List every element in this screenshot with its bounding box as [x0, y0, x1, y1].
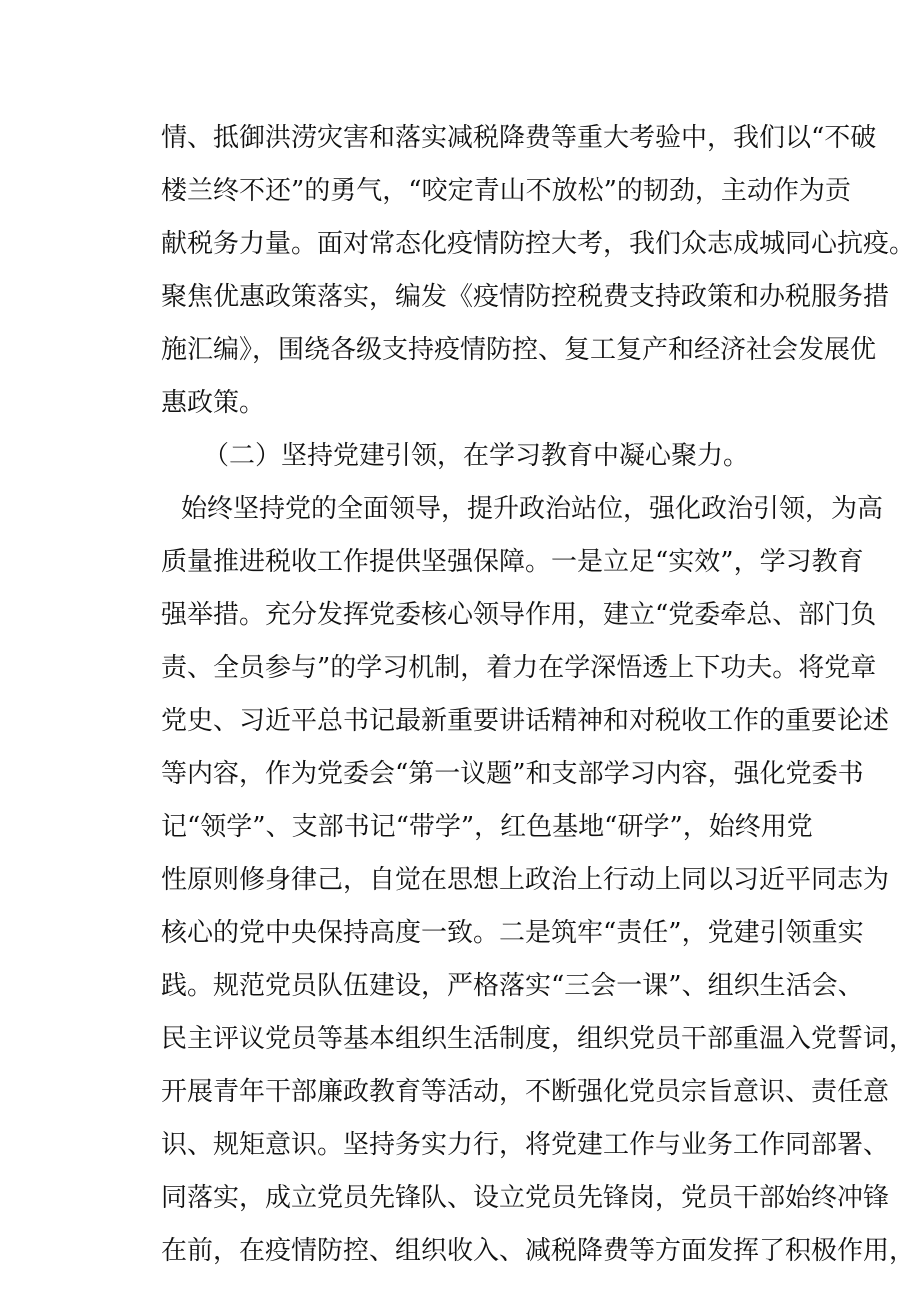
paragraph-2-line: 识、规矩意识。坚持务实力行，将党建工作与业务工作同部署、: [161, 1130, 890, 1160]
paragraph-2-line: 党史、习近平总书记最新重要讲话精神和对税收工作的重要论述: [161, 706, 890, 736]
paragraph-2-line: 核心的党中央保持高度一致。二是筑牢“责任”，党建引领重实: [161, 918, 864, 948]
paragraph-2-line: 开展青年干部廉政教育等活动，不断强化党员宗旨意识、责任意: [161, 1077, 890, 1107]
paragraph-2-line: 强举措。充分发挥党委核心领导作用，建立“党委牵总、部门负: [161, 600, 877, 630]
paragraph-2-line: 同落实，成立党员先锋队、设立党员先锋岗，党员干部始终冲锋: [161, 1183, 890, 1213]
section-heading: （二）坚持党建引领，在学习教育中凝心聚力。: [203, 441, 750, 471]
paragraph-1-line: 献税务力量。面对常态化疫情防控大考，我们众志成城同心抗疫。: [161, 229, 916, 259]
paragraph-2-line: 践。规范党员队伍建设，严格落实“三会一课”、组织生活会、: [161, 971, 864, 1001]
paragraph-1-line: 施汇编》，围绕各级支持疫情防控、复工复产和经济社会发展优: [161, 335, 877, 365]
paragraph-1-line: 楼兰终不还”的勇气，“咬定青山不放松”的韧劲，主动作为贡: [161, 176, 851, 206]
paragraph-2-line: 在前，在疫情防控、组织收入、减税降费等方面发挥了积极作用，: [161, 1236, 916, 1266]
paragraph-1-line: 聚焦优惠政策落实，编发《疫情防控税费支持政策和办税服务措: [161, 282, 890, 312]
paragraph-2-line: 性原则修身律己，自觉在思想上政治上行动上同以习近平同志为: [161, 865, 890, 895]
paragraph-2-line: 等内容，作为党委会“第一议题”和支部学习内容，强化党委书: [161, 759, 864, 789]
paragraph-2-line: 责、全员参与”的学习机制，着力在学深悟透上下功夫。将党章: [161, 653, 877, 683]
paragraph-2-line: 记“领学”、支部书记“带学”，红色基地“研学”，始终用党: [161, 812, 813, 842]
paragraph-2-line: 始终坚持党的全面领导，提升政治站位，强化政治引领，为高: [181, 494, 884, 524]
paragraph-2-line: 民主评议党员等基本组织生活制度，组织党员干部重温入党誓词，: [161, 1024, 916, 1054]
paragraph-2-line: 质量推进税收工作提供坚强保障。一是立足“实效”，学习教育: [161, 547, 864, 577]
paragraph-1-line: 惠政策。: [161, 388, 266, 418]
paragraph-1-line: 情、抵御洪涝灾害和落实减税降费等重大考验中，我们以“不破: [161, 123, 877, 153]
